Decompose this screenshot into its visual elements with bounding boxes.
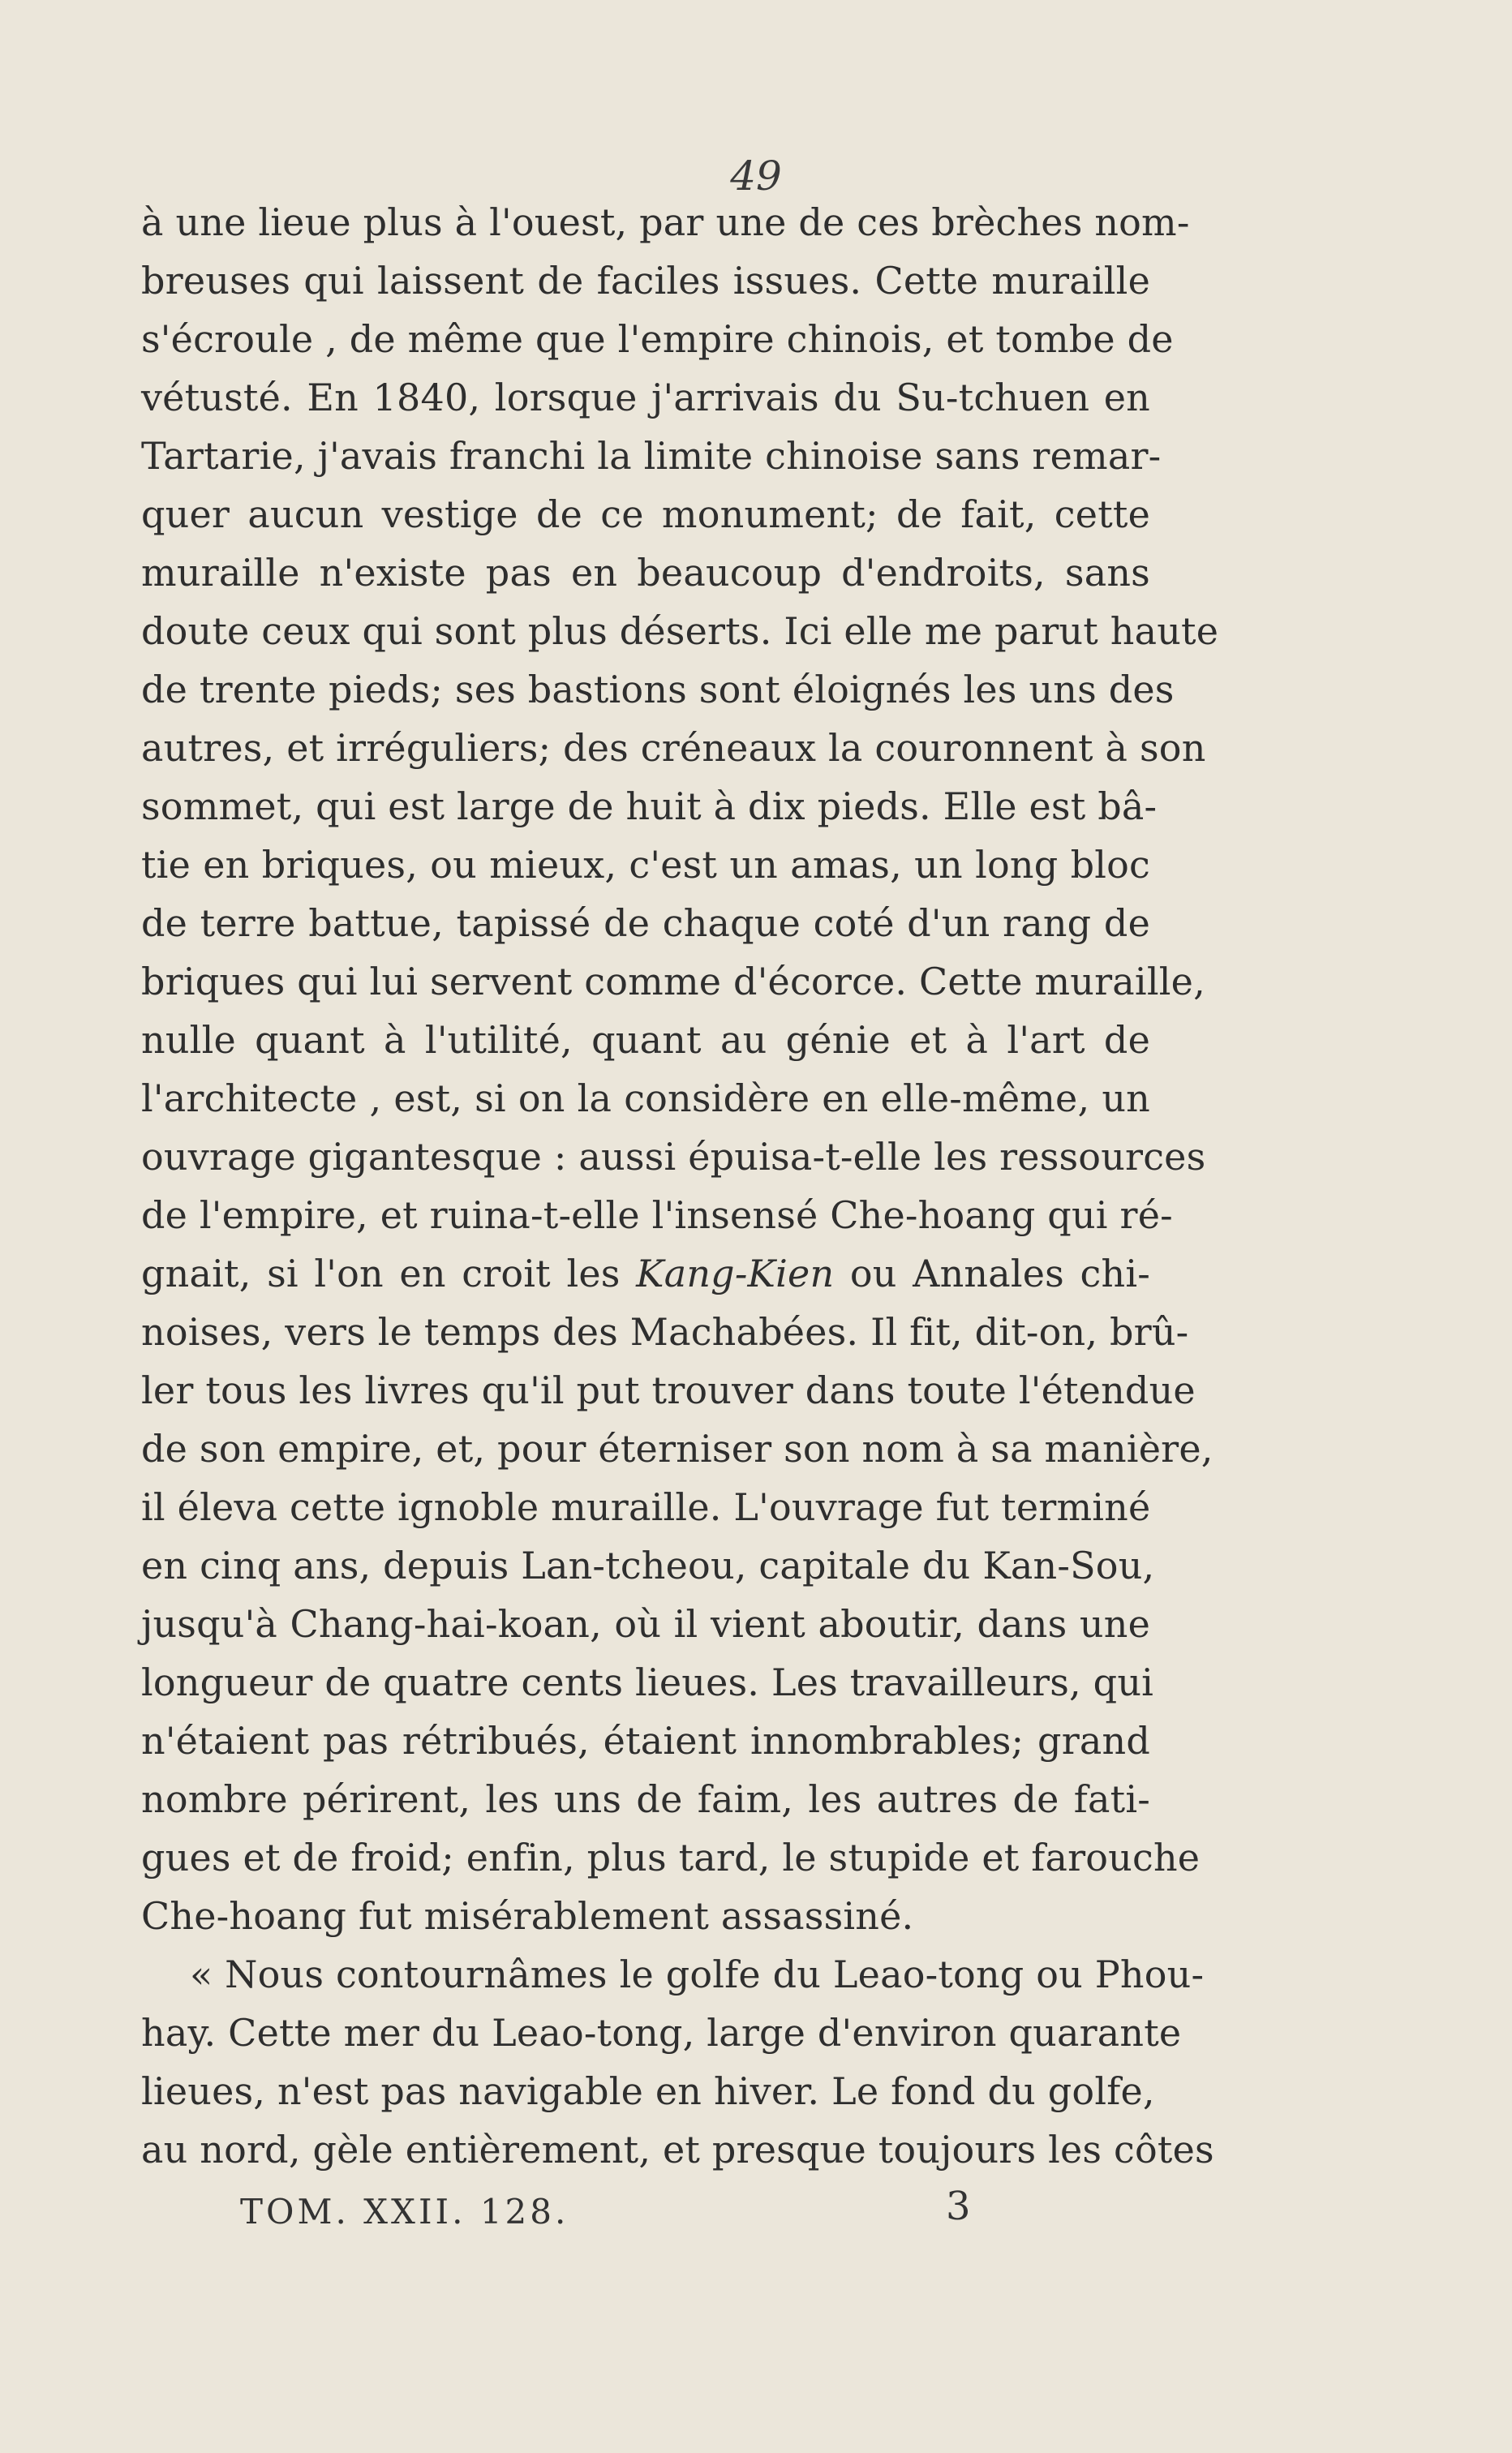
text-line: muraille n'existe pas en beaucoup d'endroits, sans xyxy=(141,551,1150,595)
text-fragment: ou Annales chi- xyxy=(834,1252,1150,1295)
text-line: jusqu'à Chang-hai-koan, où il vient aboutir, dans une xyxy=(141,1602,1150,1646)
text-line: lieues, n'est pas navigable en hiver. Le fond du golfe, xyxy=(141,2069,1155,2113)
text-line: n'étaient pas rétribués, étaient innombrables; grand xyxy=(141,1719,1150,1763)
page-footer xyxy=(240,2184,974,2249)
text-line: de son empire, et, pour éterniser son nom à sa manière, xyxy=(141,1427,1213,1471)
body-text xyxy=(141,193,1219,2179)
text-line: quer aucun vestige de ce monument; de fait, cette xyxy=(141,492,1150,536)
text-line: nombre périrent, les uns de faim, les autres de fati- xyxy=(141,1777,1150,1821)
gathering-number: 3 xyxy=(946,2184,974,2229)
page-number: 49 xyxy=(730,153,782,200)
text-fragment: gnait, si l'on en croit les xyxy=(141,1252,637,1295)
text-line: au nord, gèle entièrement, et presque toujours les côtes xyxy=(141,2128,1214,2172)
text-line: autres, et irréguliers; des créneaux la couronnent à son xyxy=(141,726,1206,770)
text-line: noises, vers le temps des Machabées. Il fit, dit-on, brû- xyxy=(141,1310,1189,1354)
signature-mark: TOM. XXII. 128. xyxy=(240,2192,569,2232)
text-line: il éleva cette ignoble muraille. L'ouvrage fut terminé xyxy=(141,1485,1151,1529)
text-line: de terre battue, tapissé de chaque coté d'un rang de xyxy=(141,901,1150,945)
text-line: breuses qui laissent de faciles issues. Cette muraille xyxy=(141,259,1150,303)
text-line: à une lieue plus à l'ouest, par une de ces brèches nom- xyxy=(141,200,1190,244)
text-line: briques qui lui servent comme d'écorce. Cette muraille, xyxy=(141,960,1205,1003)
text-line: hay. Cette mer du Leao-tong, large d'environ quarante xyxy=(141,2011,1182,2055)
text-line-with-italic xyxy=(141,1244,1150,1303)
text-line: sommet, qui est large de huit à dix pieds. Elle est bâ- xyxy=(141,784,1158,828)
text-line: nulle quant à l'utilité, quant au génie et à l'art de xyxy=(141,1018,1150,1062)
text-line: ler tous les livres qu'il put trouver dans toute l'étendue xyxy=(141,1368,1196,1412)
kang-kien-title: Kang-Kien xyxy=(636,1252,835,1295)
text-line: de trente pieds; ses bastions sont éloignés les uns des xyxy=(141,668,1175,711)
text-line: Tartarie, j'avais franchi la limite chinoise sans remar- xyxy=(141,434,1162,478)
text-line: de l'empire, et ruina-t-elle l'insensé Che-hoang qui ré- xyxy=(141,1193,1173,1237)
text-line: tie en briques, ou mieux, c'est un amas, un long bloc xyxy=(141,843,1150,887)
text-line: l'architecte , est, si on la considère en elle-même, un xyxy=(141,1076,1150,1120)
text-line: gues et de froid; enfin, plus tard, le stupide et farouche xyxy=(141,1836,1201,1879)
text-line: longueur de quatre cents lieues. Les travailleurs, qui xyxy=(141,1660,1154,1704)
text-line: en cinq ans, depuis Lan-tcheou, capitale du Kan-Sou, xyxy=(141,1544,1155,1587)
text-line: doute ceux qui sont plus déserts. Ici elle me parut haute xyxy=(141,609,1219,653)
text-line: vétusté. En 1840, lorsque j'arrivais du Su-tchuen en xyxy=(141,376,1150,419)
paragraph-end-line: Che-hoang fut misérablement assassiné. xyxy=(141,1894,914,1938)
text-line: « Nous contournâmes le golfe du Leao-tong ou Phou- xyxy=(190,1953,1205,1996)
text-line: ouvrage gigantesque : aussi épuisa-t-elle les ressources xyxy=(141,1135,1206,1179)
text-line: s'écroule , de même que l'empire chinois, et tombe de xyxy=(141,317,1174,361)
